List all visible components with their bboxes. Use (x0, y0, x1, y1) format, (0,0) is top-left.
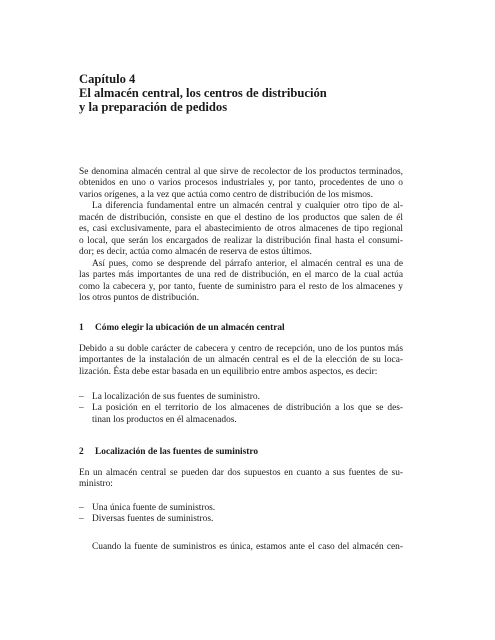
section-1-line: lización. Ésta debe estar basada en un equilibrio entre ambos aspectos, es decir: (79, 366, 378, 377)
intro-line: las partes más importantes de una red de distribución, en el marco de la cual actúa (79, 270, 403, 281)
section-1-list (79, 392, 403, 426)
list-dash: – (79, 392, 84, 402)
intro-line: Se denomina almacén central al que sirve de recolector de los productos terminados, (79, 167, 403, 177)
intro-line: obtenidos en uno o varios procesos industriales y, por tanto, procedentes de uno o (79, 178, 403, 189)
list-item-text: Diversas fuentes de suministros. (92, 514, 214, 525)
list-dash: – (79, 503, 84, 513)
intro-line: macén de distribución, consiste en que el destino de los productos que salen de él (79, 212, 403, 223)
list-item-text: La posición en el territorio de los almacenes de distribución a los que se des- (92, 403, 403, 414)
list-dash: – (79, 403, 84, 414)
section-2-line: En un almacén central se pueden dar dos supuestos en cuanto a sus fuentes de su- (79, 468, 403, 478)
chapter-number: Capítulo 4 (79, 72, 136, 86)
section-1-line: Debido a su doble carácter de cabecera y centro de recepción, uno de los puntos más (79, 344, 403, 354)
intro-line: Así pues, como se desprende del párrafo anterior, el almacén central es una de (92, 258, 403, 269)
section-1-paragraph (79, 344, 403, 378)
list-item (79, 514, 403, 525)
section-2-number: 2 (79, 447, 84, 457)
intro-line: dor; es decir, actúa como almacén de reserva de estos últimos. (79, 247, 312, 258)
intro-line: varios orígenes, a la vez que actúa como centro de distribución de los mismos. (79, 189, 373, 200)
section-2-paragraph (79, 468, 403, 491)
section-2-line: ministro: (79, 479, 113, 490)
section-1-title: Cómo elegir la ubicación de un almacén central (95, 323, 285, 333)
list-item (79, 392, 403, 403)
section-2-heading (79, 447, 258, 458)
section-1-line: importantes de la instalación de un almacén central es el de la elección de su loca- (79, 355, 403, 366)
intro-paragraphs (79, 167, 403, 304)
intro-line: como la cabecera y, por tanto, fuente de suministro para el resto de los almacenes y (79, 281, 403, 292)
intro-line: los otros puntos de distribución. (79, 292, 200, 303)
list-item-text: tinan los productos en él almacenados. (92, 414, 237, 425)
intro-line: La diferencia fundamental entre un almacén central y cualquier otro tipo de al- (92, 201, 403, 212)
section-1-number: 1 (79, 323, 84, 333)
chapter-title-line-2: y la preparación de pedidos (79, 100, 228, 114)
list-item (79, 403, 403, 426)
intro-line: es, casi exclusivamente, para el abastecimiento de otros almacenes de tipo regional (79, 224, 403, 235)
section-2-title: Localización de las fuentes de suministro (95, 447, 259, 457)
list-item-text: La localización de sus fuentes de suministro. (92, 392, 260, 402)
chapter-heading (79, 72, 419, 114)
list-item (79, 503, 403, 514)
section-2-closing-line: Cuando la fuente de suministros es única, estamos ante el caso del almacén cen- (92, 542, 403, 552)
section-2-list (79, 503, 403, 526)
section-1-heading (79, 323, 285, 334)
section-2-closing (79, 542, 403, 553)
intro-line: o local, que serán los encargados de realizar la distribución final hasta el consumi- (79, 235, 403, 246)
list-dash: – (79, 514, 84, 525)
list-item-text: Una única fuente de suministros. (92, 503, 216, 513)
chapter-title-line-1: El almacén central, los centros de distribución (79, 86, 327, 100)
